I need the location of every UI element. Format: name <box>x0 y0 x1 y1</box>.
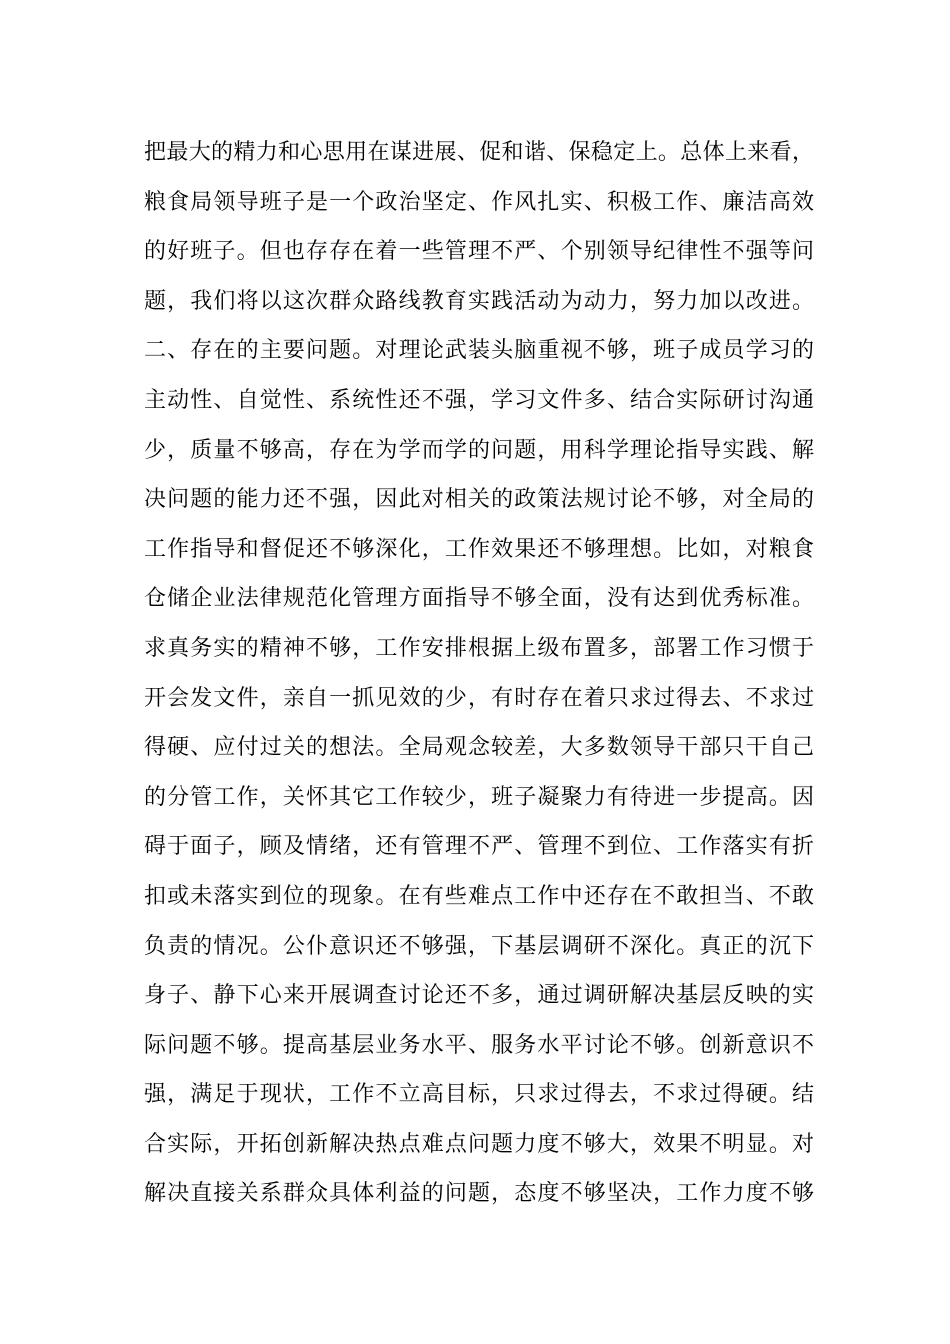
text-line: 的分管工作，关怀其它工作较少，班子凝聚力有待进一步提高。因 <box>144 784 814 810</box>
text-line: 仓储企业法律规范化管理方面指导不够全面，没有达到优秀标准。 <box>144 586 814 612</box>
text-line: 强，满足于现状，工作不立高目标，只求过得去，不求过得硬。结 <box>144 1082 814 1108</box>
body-text <box>144 128 814 1219</box>
text-line: 扣或未落实到位的现象。在有些难点工作中还存在不敢担当、不敢 <box>144 883 814 909</box>
text-line: 身子、静下心来开展调查讨论还不多，通过调研解决基层反映的实 <box>144 983 814 1009</box>
text-line: 题，我们将以这次群众路线教育实践活动为动力，努力加以改进。 <box>144 288 814 314</box>
text-line: 开会发文件，亲自一抓见效的少，有时存在着只求过得去、不求过 <box>144 685 814 711</box>
text-line: 求真务实的精神不够，工作安排根据上级布置多，部署工作习惯于 <box>144 635 814 661</box>
text-line: 把最大的精力和心思用在谋进展、促和谐、保稳定上。总体上来看， <box>144 140 814 165</box>
text-line: 工作指导和督促还不够深化，工作效果还不够理想。比如，对粮食 <box>144 536 814 562</box>
text-line: 负责的情况。公仆意识还不够强，下基层调研不深化。真正的沉下 <box>144 933 814 959</box>
text-line: 的好班子。但也存存在着一些管理不严、个别领导纪律性不强等问 <box>144 239 814 265</box>
text-line: 际问题不够。提高基层业务水平、服务水平讨论不够。创新意识不 <box>144 1032 814 1058</box>
text-line: 得硬、应付过关的想法。全局观念较差，大多数领导干部只干自己 <box>144 735 814 761</box>
text-line: 二、存在的主要问题。对理论武装头脑重视不够，班子成员学习的 <box>144 338 814 364</box>
text-line: 决问题的能力还不强，因此对相关的政策法规讨论不够，对全局的 <box>144 487 814 513</box>
text-line: 解决直接关系群众具体利益的问题，态度不够坚决，工作力度不够 <box>144 1181 814 1207</box>
text-line: 粮食局领导班子是一个政治坚定、作风扎实、积极工作、廉洁高效 <box>144 189 814 215</box>
text-line: 主动性、自觉性、系统性还不强，学习文件多、结合实际研讨沟通 <box>144 387 814 413</box>
text-line: 合实际，开拓创新解决热点难点问题力度不够大，效果不明显。对 <box>144 1131 814 1157</box>
text-line: 少，质量不够高，存在为学而学的问题，用科学理论指导实践、解 <box>144 437 814 463</box>
text-line: 碍于面子，顾及情绪，还有管理不严、管理不到位、工作落实有折 <box>144 834 814 860</box>
